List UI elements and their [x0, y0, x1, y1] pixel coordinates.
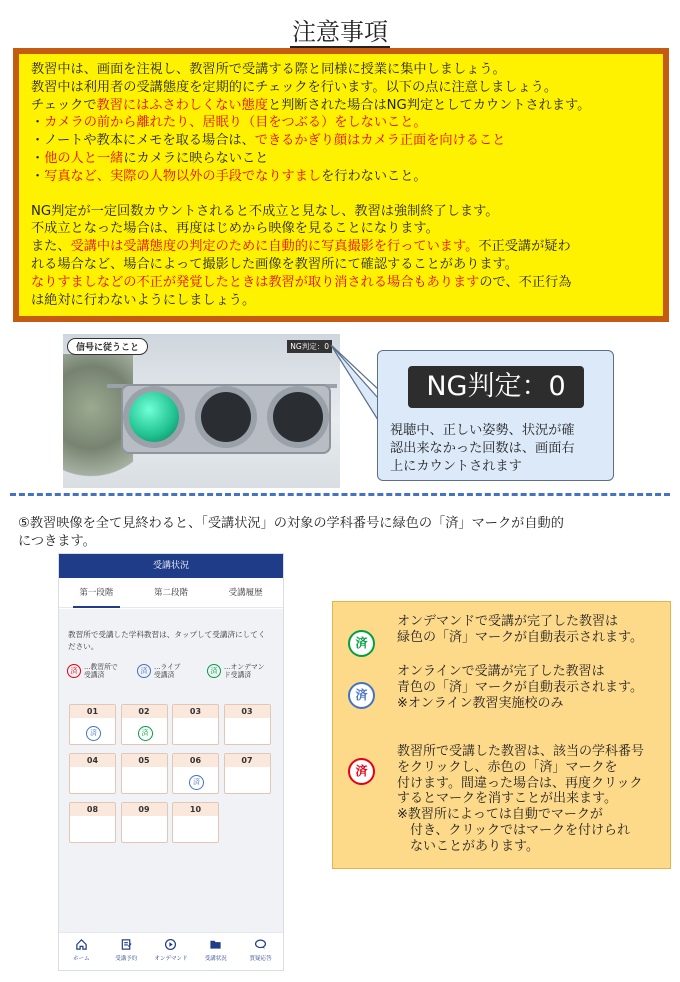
notice-text: は絶対に行わないようにしましょう。 — [31, 292, 256, 308]
mark-explanation: オンラインで受講が完了した教習は 青色の「済」マークが自動表示されます。 ※オンライン教習実施校のみ — [397, 664, 643, 711]
done-mark-icon: 済 — [137, 664, 151, 678]
nav-item[interactable] — [193, 933, 238, 970]
bottom-nav — [59, 932, 283, 970]
chat-icon — [238, 938, 283, 951]
nav-item[interactable] — [149, 933, 194, 970]
notice-highlight: 受講中は受講態度の判定のために自動的に写真撮影を行っています。 — [70, 239, 479, 255]
lesson-number: 06 — [173, 754, 218, 767]
done-mark-icon: 済 — [189, 775, 204, 790]
notice-text: を行わないこと。 — [321, 168, 427, 184]
lesson-cell[interactable] — [121, 802, 168, 843]
notice-text: ・ — [31, 150, 45, 166]
folder-icon — [193, 938, 238, 951]
lesson-number: 01 — [70, 705, 115, 718]
legend-label: ...ライブ 受講済 — [154, 663, 181, 679]
callout-text: 視聴中、正しい姿勢、状況が確 認出来なかった回数は、画面右 上にカウントされます — [390, 423, 575, 474]
notice-text: 教習中は利用者の受講態度を定期的にチェックを行います。以下の点に注意しましょう。 — [31, 79, 558, 95]
nav-label: 質疑応答 — [249, 956, 272, 962]
mark-explanation: 教習所で受講した教習は、該当の学科番号 をクリックし、赤色の「済」マークを 付けます。間違った場合は、再度クリック するとマークを消すことが出来ます。 ※教習所によっては自動でマークが 付き、クリックではマークを付けられ ないことがあります。 — [397, 744, 645, 854]
notice-highlight: 写真など、実際の人物以外の手段でなりすまし — [44, 168, 322, 184]
phone-screenshot — [58, 553, 284, 971]
lesson-cell[interactable] — [172, 753, 219, 794]
lesson-cell[interactable] — [172, 704, 219, 745]
lesson-number: 09 — [122, 803, 167, 816]
notice-text: ・ — [31, 115, 45, 131]
lesson-number: 10 — [173, 803, 218, 816]
phone-body — [59, 609, 283, 932]
phone-instruction: 教習所で受講した学科教習は、タップして受講済にしてください。 — [68, 630, 266, 651]
lesson-cell[interactable] — [121, 753, 168, 794]
notice-highlight: カメラの前から離れたり、居眠り（目をつぶる）をしないこと。 — [44, 115, 427, 131]
done-mark-icon: 済 — [348, 682, 375, 709]
legend-item — [67, 663, 135, 679]
lesson-cell[interactable] — [69, 704, 116, 745]
play-icon — [149, 938, 194, 951]
home-icon — [59, 938, 104, 951]
nav-label: 受講予約 — [115, 956, 138, 962]
lesson-cell[interactable] — [121, 704, 168, 745]
lesson-number: 03 — [225, 705, 270, 718]
lesson-cell[interactable] — [224, 753, 271, 794]
nav-item[interactable] — [59, 933, 104, 970]
nav-label: ホーム — [73, 956, 90, 962]
notice-text: 不成立となった場合は、再度はじめから映像を見ることになります。 — [31, 221, 439, 237]
nav-item[interactable] — [104, 933, 149, 970]
lesson-number: 05 — [122, 754, 167, 767]
notice-text: 不正受講が疑わ — [478, 239, 571, 255]
notice-text: ・ — [31, 168, 45, 184]
step-5-text: ⑤教習映像を全て見終わると、「受講状況」の対象の学科番号に緑色の「済」マークが自動的 につきます。 — [18, 516, 564, 549]
ng-counter-small: NG判定：0 — [287, 340, 332, 353]
done-mark-icon: 済 — [348, 758, 375, 785]
done-mark-icon: 済 — [86, 726, 101, 741]
notice-highlight: できるかぎり顔はカメラ正面を向けること — [254, 133, 506, 149]
lesson-cell[interactable] — [69, 802, 116, 843]
lesson-number: 03 — [173, 705, 218, 718]
done-mark-icon: 済 — [207, 664, 221, 678]
lesson-number: 08 — [70, 803, 115, 816]
mark-explanation-box — [332, 601, 671, 869]
ng-callout — [377, 350, 614, 481]
tab-second-stage[interactable]: 第二段階 — [154, 587, 189, 598]
notice-highlight: 他の人と一緒 — [44, 150, 124, 166]
reserve-icon — [104, 938, 149, 951]
page-title: 注意事項 — [292, 18, 388, 46]
nav-label: 受講状況 — [204, 956, 227, 962]
notice-highlight: 教習にはふさわしくない態度 — [96, 97, 268, 113]
nav-item[interactable] — [238, 933, 283, 970]
lesson-number: 04 — [70, 754, 115, 767]
legend-item — [207, 663, 275, 679]
lesson-number: 07 — [225, 754, 270, 767]
lesson-cell[interactable] — [172, 802, 219, 843]
notice-text: ので、不正行為 — [479, 274, 572, 290]
tab-first-stage[interactable]: 第一段階 — [59, 578, 134, 608]
notice-text: れる場合など、場合によって撮影した画像を教習所にて確認することがあります。 — [31, 256, 518, 272]
section-divider — [10, 493, 670, 496]
legend-label: ...教習所で 受講済 — [84, 663, 118, 679]
phone-header: 受講状況 — [59, 554, 283, 578]
notice-text: 教習中は、画面を注視し、教習所で受講する際と同様に授業に集中しましょう。 — [31, 62, 506, 77]
legend-label: ...オンデマン ド受講済 — [224, 663, 265, 679]
phone-tabs — [59, 578, 283, 608]
ng-counter-large: NG判定：0 — [408, 366, 584, 408]
video-caption: 信号に従うこと — [67, 338, 148, 355]
notice-text: ・ノートや教本にメモを取る場合は、 — [31, 133, 255, 149]
done-mark-icon: 済 — [67, 664, 81, 678]
done-mark-icon: 済 — [138, 726, 153, 741]
nav-label: オンデマンド — [154, 956, 188, 962]
legend-item — [137, 663, 205, 679]
tab-history[interactable]: 受講履歴 — [228, 587, 263, 598]
notice-text: また、 — [31, 239, 71, 255]
notice-text: にカメラに映らないこと — [123, 150, 269, 166]
done-mark-icon: 済 — [348, 630, 375, 657]
lesson-cell[interactable] — [224, 704, 271, 745]
lesson-number: 02 — [122, 705, 167, 718]
notice-text: チェックで — [31, 97, 97, 113]
notice-highlight: なりすましなどの不正が発覚したときは教習が取り消される場合もあります — [31, 274, 480, 290]
notice-text: NG判定が一定回数カウントされると不成立と見なし、教習は強制終了します。 — [31, 203, 499, 219]
mark-legend — [59, 653, 283, 679]
notice-text: と判断された場合はNG判定としてカウントされます。 — [267, 97, 591, 113]
lesson-cell[interactable] — [69, 753, 116, 794]
mark-explanation: オンデマンドで受講が完了した教習は 緑色の「済」マークが自動表示されます。 — [397, 614, 643, 645]
